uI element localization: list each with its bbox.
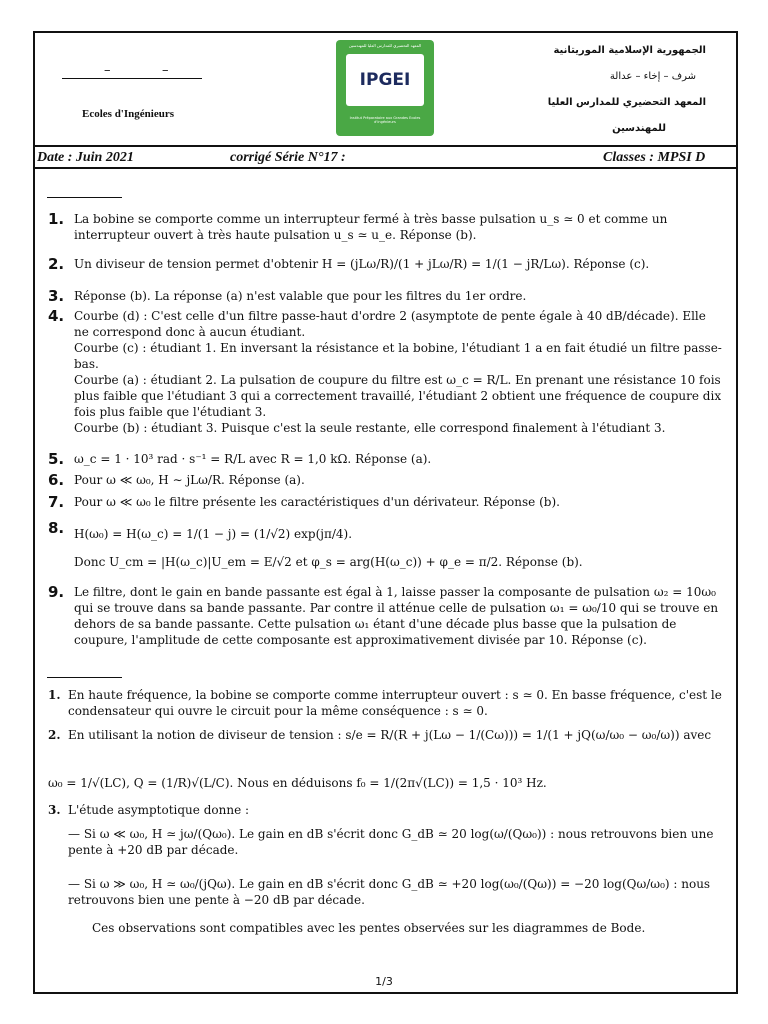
item-number: 1. [48,688,61,702]
item-number: 5. [48,450,65,468]
school-name: Ecoles d'Ingénieurs [82,108,174,120]
item-number: 4. [48,307,65,325]
classes-label: Classes : MPSI D [603,150,706,165]
arabic-header-line: للمهندسين [612,123,666,134]
item-text: En utilisant la notion de diviseur de tension : s/e = R/(R + j(Lω − 1/(Cω))) = 1/(1 + jQ(ω/ω₀ − ω₀/ω)) avec [68,728,712,742]
item-number: 8. [48,519,65,537]
item-text: Courbe (d) : C'est celle d'un filtre passe-haut d'ordre 2 (asymptote de pente égale à 40 dB/décade). Elle ne correspond donc à aucun étudiant. Courbe (c) : étudiant 1. En inversant la résistance et la bobine, l'étudiant 1 a en fait étudié un filtre passe-bas. Courbe (a) : étudiant 2. La pulsation de coupure du filtre est ω_c = R/L. En prenant une résistance 10 fois plus faible que l'étudiant 3 qui a correctement travaillé, l'étudiant 2 obtient une fréquence de coupure dix fois plus faible que l'étudiant 3. Courbe (b) : étudiant 3. Puisque c'est la seule restante, elle correspond finalement à l'étudiant 3. [74,309,722,435]
item-text: La bobine se comporte comme un interrupteur fermé à très basse pulsation u_s ≃ 0 et comme un interrupteur ouvert à très haute pulsation u_s ≃ u_e. Réponse (b). [74,212,668,242]
arabic-header-line: المعهد التحضيري للمدارس العليا [547,97,706,108]
bullet-item: — Si ω ≪ ω₀, H ≃ jω/(Qω₀). Le gain en dB s'écrit donc G_dB ≃ 20 log(ω/(Qω₀)) : nous retrouvons bien une pente à +20 dB par décade. [68,827,714,857]
conclusion-text: Ces observations sont compatibles avec les pentes observées sur les diagrammes de Bode. [92,921,646,935]
item-text: En haute fréquence, la bobine se comporte comme interrupteur ouvert : s ≃ 0. En basse fréquence, c'est le condensateur qui ouvre le circuit pour la même conséquence : s ≃ 0. [68,688,722,718]
item-number: 3. [48,803,61,817]
section-divider [47,677,122,678]
item-number: 1. [48,210,65,228]
item-text: Pour ω ≪ ω₀ le filtre présente les caractéristiques d'un dérivateur. Réponse (b). [74,495,560,509]
item-text: Pour ω ≪ ω₀, H ∼ jLω/R. Réponse (a). [74,473,305,487]
arabic-header-line: الجمهورية الإسلامية الموريتانية [553,45,706,56]
item-text: ω_c = 1 · 10³ rad · s⁻¹ = R/L avec R = 1,0 kΩ. Réponse (a). [74,452,432,466]
header-left-underline [62,78,202,79]
item-number: 3. [48,287,65,305]
section-divider [47,197,122,198]
item-number: 7. [48,493,65,511]
item-text: Le filtre, dont le gain en bande passante est égal à 1, laisse passer la composante de pulsation ω₂ = 10ω₀ qui se trouve dans sa bande passante. Par contre il atténue celle de pulsation ω₁ = ω₀/10 qui se trouve en dehors de sa bande passante. Cette pulsation ω₁ étant d'une décade plus basse que la pulsation de coupure, l'amplitude de cette composante est approximativement divisée par 10. Réponse (c). [74,585,719,647]
logo-bottom-text: Institut Préparatoire aux Grandes Ecoles d'Ingénieurs [349,116,421,124]
arabic-header-line: شرف – إخاء – عدالة [609,71,696,82]
logo-text: IPGEI [359,70,411,90]
item-text: ω₀ = 1/√(LC), Q = (1/R)√(L/C). Nous en déduisons f₀ = 1/(2π√(LC)) = 1,5 · 10³ Hz. [48,776,547,790]
item-text: L'étude asymptotique donne : [68,803,250,817]
item-number: 9. [48,583,65,601]
item-text: H(ω₀) = H(ω_c) = 1/(1 − j) = (1/√2) exp(jπ/4). Donc U_cm = |H(ω_c)|U_em = E/√2 et φ_s = arg(H(ω_c)) + φ_e = π/2. Réponse (b). [74,527,583,569]
date-label: Date : Juin 2021 [37,150,134,165]
info-bar [35,145,736,169]
item-number: 2. [48,255,65,273]
item-number: 2. [48,728,61,742]
logo-top-text: المعهد التحضيري للمدارس العليا للمهندسين [348,43,422,48]
bullet-item: — Si ω ≫ ω₀, H ≃ ω₀/(jQω). Le gain en dB s'écrit donc G_dB ≃ +20 log(ω₀/(Qω)) = −20 log(Qω/ω₀) : nous retrouvons bien une pente à −20 dB par décade. [68,877,711,907]
header-left-dash: – [162,63,169,78]
item-number: 6. [48,471,65,489]
series-label: corrigé Série N°17 : [230,150,346,165]
page-number: 1/3 [375,975,393,988]
item-text: Réponse (b). La réponse (a) n'est valable que pour les filtres du 1er ordre. [74,289,527,303]
header-left-dash: – [104,63,111,78]
ipgei-logo [336,40,434,136]
item-text: Un diviseur de tension permet d'obtenir H = (jLω/R)/(1 + jLω/R) = 1/(1 − jR/Lω). Réponse (c). [74,257,650,271]
